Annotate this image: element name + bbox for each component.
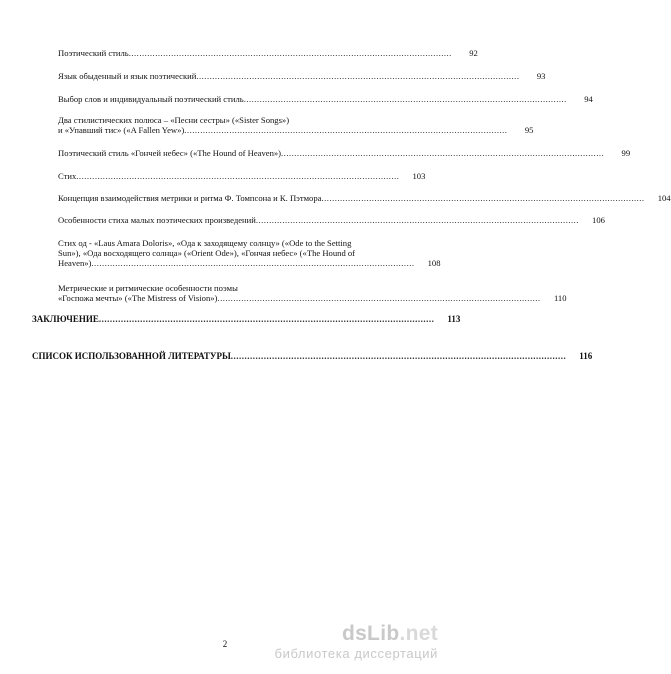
toc-conclusion-page: 113 <box>447 314 461 324</box>
toc-leader-dots: .......................................................................................................................... <box>230 351 567 361</box>
toc-entry <box>58 193 671 203</box>
toc-entry-page: 106 <box>592 215 605 225</box>
toc-entry-page: 95 <box>524 125 534 135</box>
toc-entry-page: 93 <box>536 71 546 81</box>
toc-bibliography-title: СПИСОК ИСПОЛЬЗОВАННОЙ ЛИТЕРАТУРЫ <box>32 351 231 361</box>
toc-entry-page: 110 <box>553 293 567 303</box>
toc-entry-page: 103 <box>412 171 426 181</box>
toc-bibliography-page: 116 <box>579 351 593 361</box>
toc-conclusion <box>32 314 461 324</box>
toc-leader-dots: .......................................................................................................................... <box>196 71 520 81</box>
toc-entry-title: Два стилистических полюса – «Песни сестры» («Sister Songs») <box>58 115 290 125</box>
toc-entry-title: Особенности стиха малых поэтических произведений <box>58 215 256 225</box>
toc-leader-dots: .......................................................................................................................... <box>76 171 400 181</box>
watermark-logo <box>248 622 438 668</box>
toc-entry-title-cont: Heaven») <box>58 258 92 268</box>
toc-leader-dots: .......................................................................................................................... <box>255 215 579 225</box>
toc-entry-title: Язык обыденный и язык поэтический <box>58 71 197 81</box>
toc-bibliography <box>32 351 593 361</box>
toc-entry <box>58 48 478 58</box>
toc-entry-page: 94 <box>584 94 593 104</box>
toc-entry-page: 108 <box>427 258 441 268</box>
toc-leader-dots: .......................................................................................................................... <box>281 148 605 158</box>
toc-leader-dots: .......................................................................................................................... <box>128 48 452 58</box>
toc-entry-page: 104 <box>657 193 671 203</box>
toc-entry-title-cont: Sun»), «Ода восходящего солнца» («Orient Ode»), «Гончая небес» («The Hound of <box>58 248 356 258</box>
page-number: 2 <box>222 639 228 649</box>
toc-entry <box>58 94 593 104</box>
toc-entry-title: Поэтический стиль «Гончей небес» («The Hound of Heaven») <box>58 148 282 158</box>
toc-entry <box>58 115 534 135</box>
toc-entry-title: Стих од - «Laus Amara Doloris», «Ода к заходящему солнцу» («Ode to the Setting <box>58 238 352 248</box>
toc-entry-title: Поэтический стиль <box>58 48 129 58</box>
toc-conclusion-title: ЗАКЛЮЧЕНИЕ <box>32 314 99 324</box>
toc-entry <box>58 171 426 181</box>
toc-leader-dots: .......................................................................................................................... <box>217 293 541 303</box>
toc-entry-title-cont: «Госпожа мечты» («The Mistress of Vision») <box>58 293 218 303</box>
toc-leader-dots: .......................................................................................................................... <box>91 258 415 268</box>
toc-entry-page: 99 <box>621 148 631 158</box>
toc-leader-dots: .......................................................................................................................... <box>243 94 567 104</box>
toc-entry-title: Стих <box>58 171 77 181</box>
toc-entry <box>58 148 631 158</box>
toc-entry <box>58 283 567 303</box>
toc-entry <box>58 238 441 268</box>
toc-leader-dots: .......................................................................................................................... <box>184 125 508 135</box>
toc-entry-page: 92 <box>469 48 478 58</box>
toc-entry <box>58 215 605 225</box>
watermark-logo-main: dsLib <box>341 622 400 645</box>
toc-leader-dots: .......................................................................................................................... <box>98 314 435 324</box>
toc-entry-title: Концепция взаимодействия метрики и ритма Ф. Томпсона и К. Пэтмора <box>58 193 322 203</box>
toc-entry-title: Выбор слов и индивидуальный поэтический стиль <box>58 94 244 104</box>
toc-entry-title: Метрические и ритмические особенности поэмы <box>58 283 238 293</box>
watermark-logo-text <box>248 622 438 646</box>
toc-leader-dots: .......................................................................................................................... <box>321 193 645 203</box>
toc-entry <box>58 71 546 81</box>
watermark-logo-tld: .net <box>399 622 438 645</box>
watermark-tagline: библиотека диссертаций <box>274 646 438 661</box>
toc-entry-title-cont: и «Упавший тис» («A Fallen Yew») <box>58 125 185 135</box>
